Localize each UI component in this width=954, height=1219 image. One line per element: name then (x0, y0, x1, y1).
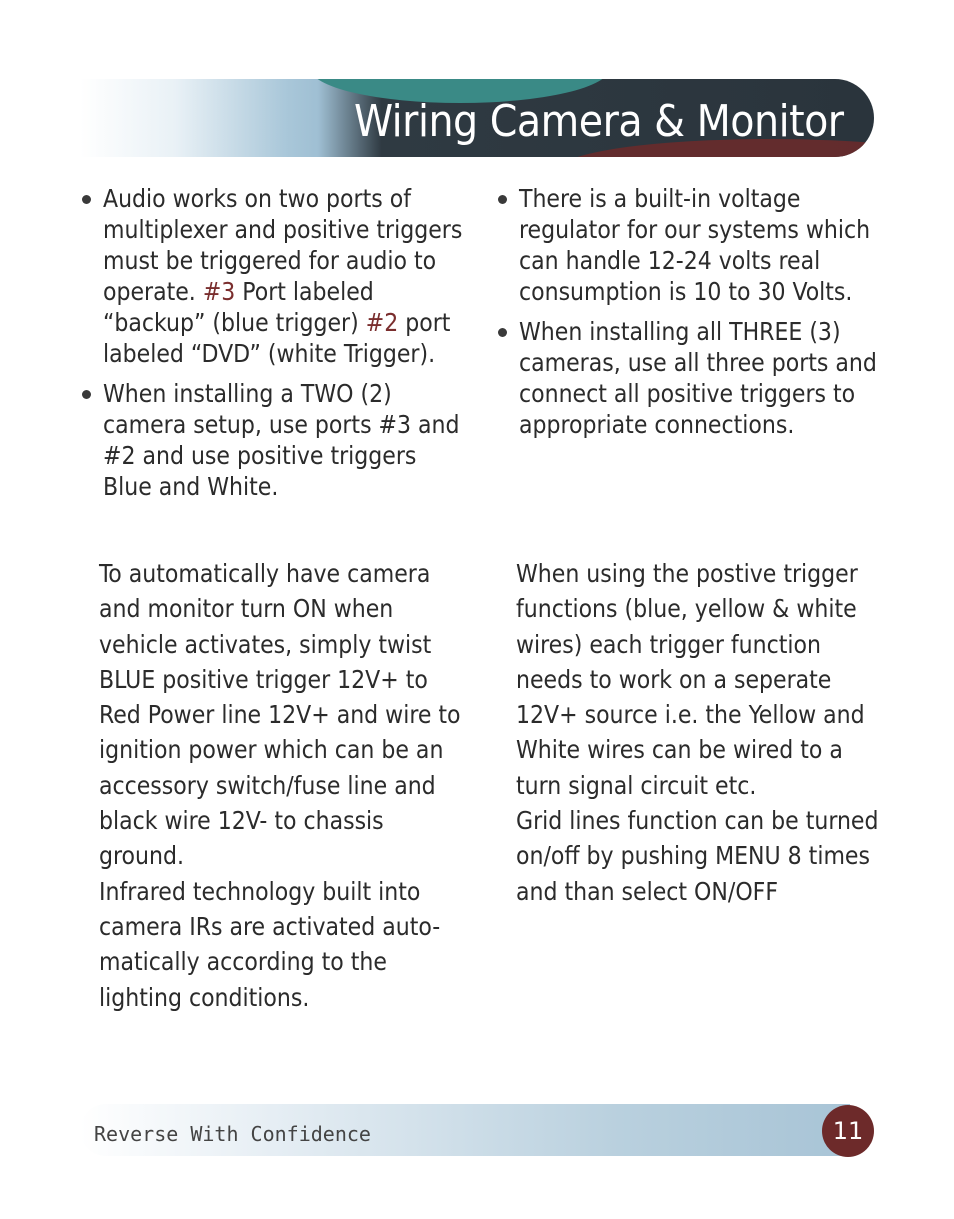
list-item (496, 183, 886, 307)
bullet-dot-icon (82, 390, 91, 399)
bullet-text-part: Port labeled “backup” (blue trigger) (103, 277, 374, 337)
bullet-text: There is a built-in voltage regulator for our systems which can handle 12-24 volts real consumption is 10 to 30 Volts. (519, 184, 871, 306)
bullet-text: When installing a TWO (2) camera setup, use ports #3 and #2 and use positive triggers Blue and White. (103, 379, 460, 501)
bullet-text: When installing all THREE (3) cameras, use all three ports and connect all positive triggers to appropriate connections. (519, 317, 877, 439)
bullet-text-part: port labeled “DVD” (white Trigger). (103, 308, 451, 368)
left-bullet-column (80, 183, 470, 511)
page-title: Wiring Camera & Monitor (354, 96, 844, 147)
footer-tagline: Reverse With Confidence (94, 1122, 371, 1146)
left-paragraph-block (99, 556, 469, 1015)
paragraph: When using the postive trigger functions (blue, yellow & white wires) each trigger function needs to work on a seperate 12V+ source i.e. the Yellow and White wires can be wired to a turn signal circuit etc. (516, 559, 865, 800)
bullet-dot-icon (82, 195, 91, 204)
port-number-highlight: #3 (202, 277, 236, 306)
paragraph: Infrared technology built into camera IRs are activated auto-matically according to the lighting conditions. (99, 876, 441, 1012)
list-item (80, 183, 470, 369)
right-bullet-column (496, 183, 886, 449)
bullet-dot-icon (498, 328, 507, 337)
list-item (496, 316, 886, 440)
list-item (80, 378, 470, 502)
paragraph: To automatically have camera and monitor turn ON when vehicle activates, simply twist BLUE positive trigger 12V+ to Red Power line 12V+ and wire to ignition power which can be an accessory switch/fuse line and black wire 12V- to chassis ground. (99, 559, 461, 871)
bullet-dot-icon (498, 195, 507, 204)
right-paragraph-block (516, 556, 886, 909)
bullet-text-part: Audio works on two ports of multiplexer and positive triggers must be triggered for audio to operate. (103, 184, 463, 306)
page-number-badge: 11 (822, 1105, 874, 1157)
paragraph: Grid lines function can be turned on/off by pushing MENU 8 times and than select ON/OFF (516, 806, 879, 906)
port-number-highlight: #2 (365, 308, 399, 337)
